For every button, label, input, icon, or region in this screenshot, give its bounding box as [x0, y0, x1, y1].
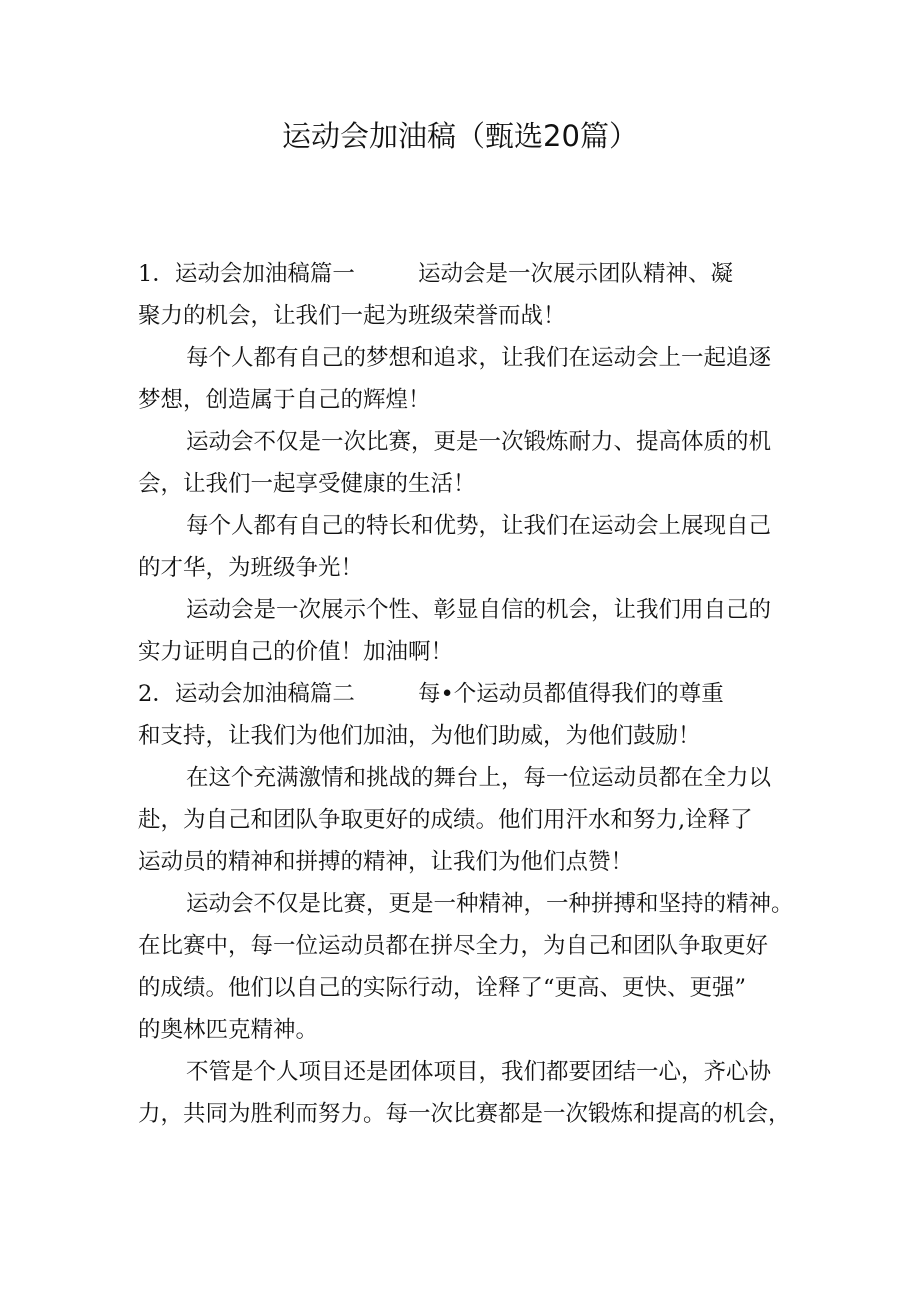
section-1-line-1: 运动会是一次展示团队精神、凝	[418, 261, 734, 287]
section-1-line-9: 运动会是一次展示个性、彰显自信的机会，让我们用自己的	[186, 597, 772, 623]
section-2-line-7: 在比赛中，每一位运动员都在拼尽全力，为自己和团队争取更好	[138, 933, 769, 959]
section-2-line-5: 运动员的精神和拼搏的精神，让我们为他们点赞！	[138, 849, 634, 875]
section-2-line-10: 不管是个人项目还是团体项目，我们都要团结一心，齐心协	[186, 1059, 772, 1085]
section-2-line-6: 运动会不仅是比赛，更是一种精神，一种拼搏和坚持的精神。	[186, 891, 794, 917]
section-1-line-2: 聚力的机会，让我们一起为班级荣誉而战！	[138, 303, 566, 329]
section-1-line-4: 梦想，创造属于自己的辉煌！	[138, 387, 431, 413]
section-2-line-9: 的奥林匹克精神。	[138, 1017, 319, 1043]
section-1-line-10: 实力证明自己的价值！加油啊！	[138, 639, 454, 665]
section-2-line-2: 和支持，让我们为他们加油，为他们助威，为他们鼓励！	[138, 723, 701, 749]
section-1-line-8: 的才华，为班级争光！	[138, 555, 364, 581]
section-1-heading: 1．运动会加油稿篇一	[138, 261, 355, 287]
section-2-line-1: 每•个运动员都值得我们的尊重	[418, 681, 724, 707]
document-title: 运动会加油稿（甄选20篇）	[282, 119, 638, 153]
section-2-line-11: 力，共同为胜利而努力。每一次比赛都是一次锻炼和提高的机会，	[138, 1101, 791, 1127]
section-1-line-7: 每个人都有自己的特长和优势，让我们在运动会上展现自己	[186, 513, 772, 539]
section-2-heading-row	[138, 673, 793, 715]
section-1-line-3: 每个人都有自己的梦想和追求，让我们在运动会上一起追逐	[186, 345, 772, 371]
section-1-line-5: 运动会不仅是一次比赛，更是一次锻炼耐力、提高体质的机	[186, 429, 772, 455]
section-1-line-6: 会，让我们一起享受健康的生活！	[138, 471, 476, 497]
section-2-line-8: 的成绩。他们以自己的实际行动，诠释了“更高、更快、更强”	[138, 975, 747, 1001]
document-body	[138, 253, 793, 1135]
section-2-heading: 2．运动会加油稿篇二	[138, 681, 355, 707]
section-2-line-3: 在这个充满激情和挑战的舞台上，每一位运动员都在全力以	[186, 765, 772, 791]
section-2-line-4: 赴，为自己和团队争取更好的成绩。他们用汗水和努力,诠释了	[138, 807, 753, 833]
section-1-heading-row	[138, 253, 793, 295]
